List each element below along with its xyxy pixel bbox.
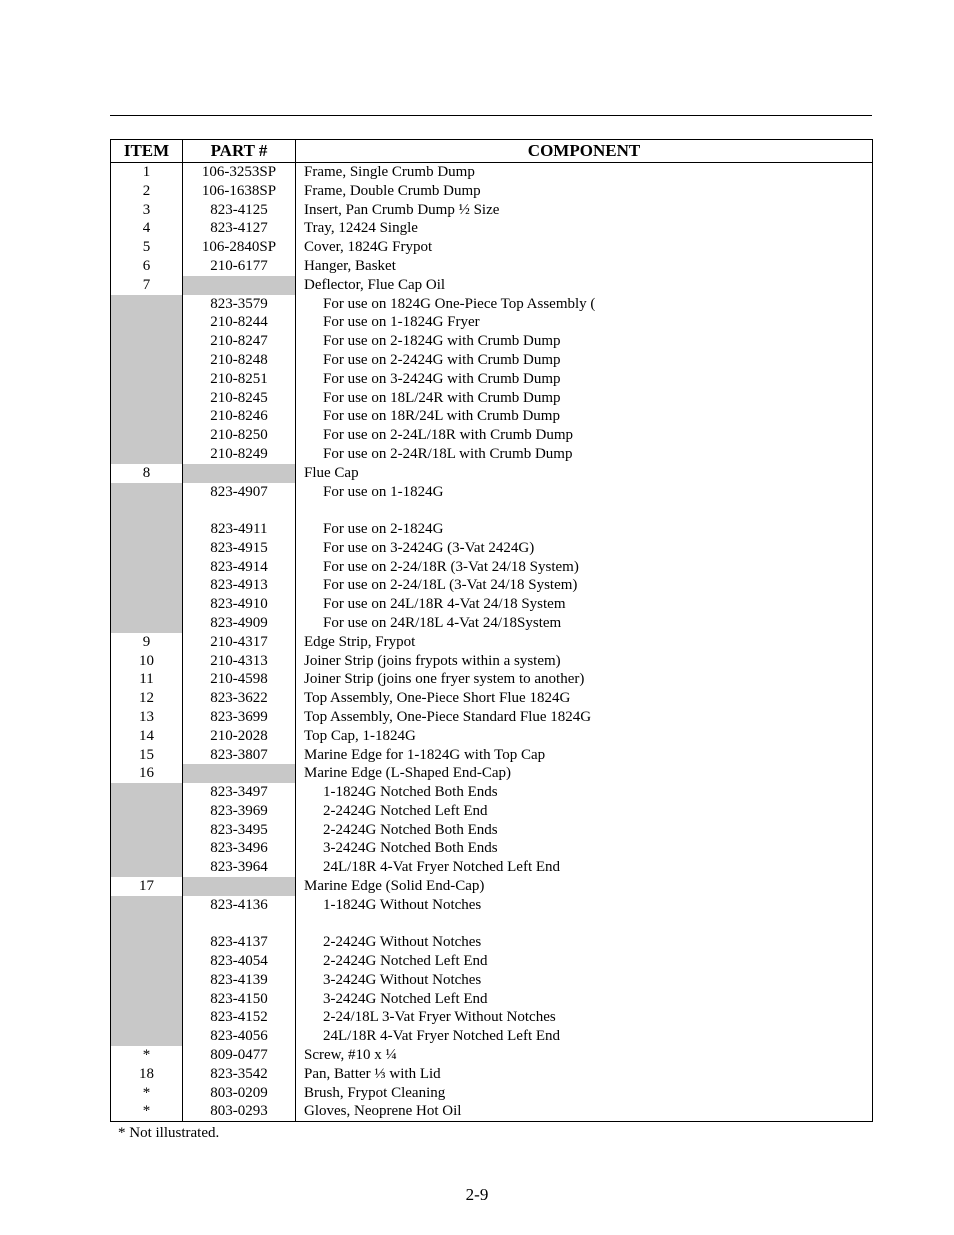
part-number-cell: 823-3964 — [183, 858, 296, 877]
table-row — [111, 351, 873, 370]
part-number-cell: 210-8251 — [183, 370, 296, 389]
component-cell: For use on 1-1824G Fryer — [296, 313, 873, 332]
component-cell: 2-24/18L 3-Vat Fryer Without Notches — [296, 1008, 873, 1027]
table-row — [111, 182, 873, 201]
table-row — [111, 708, 873, 727]
item-cell — [111, 332, 183, 351]
item-cell — [111, 370, 183, 389]
part-number-cell: 823-4915 — [183, 539, 296, 558]
component-cell: 2-2424G Notched Both Ends — [296, 821, 873, 840]
item-cell: 9 — [111, 633, 183, 652]
table-row — [111, 595, 873, 614]
header-component: COMPONENT — [296, 140, 873, 163]
component-cell: Brush, Frypot Cleaning — [296, 1084, 873, 1103]
table-row — [111, 1046, 873, 1065]
item-cell — [111, 501, 183, 520]
table-row — [111, 802, 873, 821]
table-row — [111, 295, 873, 314]
table-row — [111, 746, 873, 765]
part-number-cell: 210-8244 — [183, 313, 296, 332]
item-cell: 13 — [111, 708, 183, 727]
table-row — [111, 445, 873, 464]
part-number-cell: 823-4911 — [183, 520, 296, 539]
component-cell: Hanger, Basket — [296, 257, 873, 276]
part-number-cell: 823-4907 — [183, 483, 296, 502]
item-cell — [111, 614, 183, 633]
item-cell: 1 — [111, 163, 183, 182]
part-number-cell: 210-8250 — [183, 426, 296, 445]
component-cell — [296, 915, 873, 934]
component-cell: For use on 24R/18L 4-Vat 24/18System — [296, 614, 873, 633]
item-cell: 6 — [111, 257, 183, 276]
item-cell — [111, 783, 183, 802]
part-number-cell: 823-3622 — [183, 689, 296, 708]
component-cell: 1-1824G Notched Both Ends — [296, 783, 873, 802]
item-cell: 3 — [111, 201, 183, 220]
item-cell — [111, 351, 183, 370]
table-row — [111, 501, 873, 520]
part-number-cell: 823-4914 — [183, 558, 296, 577]
part-number-cell: 823-3542 — [183, 1065, 296, 1084]
table-row — [111, 407, 873, 426]
part-number-cell: 210-8246 — [183, 407, 296, 426]
component-cell: Insert, Pan Crumb Dump ½ Size — [296, 201, 873, 220]
part-number-cell: 106-3253SP — [183, 163, 296, 182]
part-number-cell: 823-3579 — [183, 295, 296, 314]
table-row — [111, 1102, 873, 1121]
page-number: 2-9 — [465, 1185, 489, 1204]
part-number-cell: 823-4913 — [183, 576, 296, 595]
item-cell — [111, 896, 183, 915]
table-row — [111, 276, 873, 295]
table-row — [111, 483, 873, 502]
part-number-cell — [183, 464, 296, 483]
item-cell — [111, 483, 183, 502]
item-cell — [111, 558, 183, 577]
parts-table — [110, 139, 873, 1122]
table-row — [111, 839, 873, 858]
part-number-cell: 823-4152 — [183, 1008, 296, 1027]
component-cell: 1-1824G Without Notches — [296, 896, 873, 915]
header-rule — [110, 115, 872, 116]
item-cell: 14 — [111, 727, 183, 746]
part-number-cell: 210-6177 — [183, 257, 296, 276]
item-cell — [111, 858, 183, 877]
table-row — [111, 990, 873, 1009]
table-row — [111, 257, 873, 276]
table-row — [111, 238, 873, 257]
table-row — [111, 689, 873, 708]
part-number-cell: 210-4313 — [183, 652, 296, 671]
item-cell — [111, 389, 183, 408]
item-cell — [111, 445, 183, 464]
part-number-cell: 823-3969 — [183, 802, 296, 821]
item-cell — [111, 426, 183, 445]
part-number-cell — [183, 877, 296, 896]
component-cell: Top Cap, 1-1824G — [296, 727, 873, 746]
table-row — [111, 426, 873, 445]
part-number-cell: 823-3497 — [183, 783, 296, 802]
table-row — [111, 877, 873, 896]
component-cell: Marine Edge for 1-1824G with Top Cap — [296, 746, 873, 765]
parts-table-header — [111, 140, 873, 163]
item-cell — [111, 520, 183, 539]
table-row — [111, 952, 873, 971]
item-cell: 8 — [111, 464, 183, 483]
component-cell: For use on 1-1824G — [296, 483, 873, 502]
part-number-cell: 823-3699 — [183, 708, 296, 727]
item-cell — [111, 821, 183, 840]
table-row — [111, 576, 873, 595]
component-cell: 2-2424G Notched Left End — [296, 802, 873, 821]
component-cell: Marine Edge (L-Shaped End-Cap) — [296, 764, 873, 783]
item-cell — [111, 595, 183, 614]
part-number-cell: 823-4150 — [183, 990, 296, 1009]
item-cell — [111, 915, 183, 934]
item-cell — [111, 1027, 183, 1046]
component-cell: Top Assembly, One-Piece Short Flue 1824G — [296, 689, 873, 708]
component-cell — [296, 501, 873, 520]
component-cell: Gloves, Neoprene Hot Oil — [296, 1102, 873, 1121]
component-cell: 2-2424G Without Notches — [296, 933, 873, 952]
item-cell — [111, 952, 183, 971]
component-cell: 3-2424G Notched Left End — [296, 990, 873, 1009]
part-number-cell: 823-4136 — [183, 896, 296, 915]
item-cell: 5 — [111, 238, 183, 257]
part-number-cell: 823-3807 — [183, 746, 296, 765]
table-row — [111, 163, 873, 182]
component-cell: For use on 2-1824G with Crumb Dump — [296, 332, 873, 351]
item-cell — [111, 313, 183, 332]
item-cell: 10 — [111, 652, 183, 671]
component-cell: For use on 2-24/18L (3-Vat 24/18 System) — [296, 576, 873, 595]
part-number-cell: 803-0293 — [183, 1102, 296, 1121]
part-number-cell — [183, 501, 296, 520]
item-cell: 16 — [111, 764, 183, 783]
table-row — [111, 652, 873, 671]
table-row — [111, 670, 873, 689]
component-cell: For use on 18L/24R with Crumb Dump — [296, 389, 873, 408]
table-row — [111, 389, 873, 408]
table-row — [111, 896, 873, 915]
component-cell: For use on 2-24/18R (3-Vat 24/18 System) — [296, 558, 873, 577]
part-number-cell: 823-4910 — [183, 595, 296, 614]
item-cell — [111, 839, 183, 858]
table-row — [111, 783, 873, 802]
item-cell: * — [111, 1084, 183, 1103]
component-cell: 24L/18R 4-Vat Fryer Notched Left End — [296, 858, 873, 877]
item-cell: * — [111, 1102, 183, 1121]
table-row — [111, 764, 873, 783]
item-cell — [111, 295, 183, 314]
component-cell: For use on 3-2424G (3-Vat 2424G) — [296, 539, 873, 558]
part-number-cell: 803-0209 — [183, 1084, 296, 1103]
part-number-cell: 210-8248 — [183, 351, 296, 370]
component-cell: Top Assembly, One-Piece Standard Flue 1824G — [296, 708, 873, 727]
table-row — [111, 370, 873, 389]
table-row — [111, 1065, 873, 1084]
component-cell: Marine Edge (Solid End-Cap) — [296, 877, 873, 896]
part-number-cell — [183, 276, 296, 295]
table-row — [111, 539, 873, 558]
component-cell: 24L/18R 4-Vat Fryer Notched Left End — [296, 1027, 873, 1046]
part-number-cell: 823-3495 — [183, 821, 296, 840]
item-cell: 12 — [111, 689, 183, 708]
item-cell — [111, 539, 183, 558]
component-cell: For use on 1824G One-Piece Top Assembly ( — [296, 295, 873, 314]
part-number-cell: 823-4054 — [183, 952, 296, 971]
component-cell: Deflector, Flue Cap Oil — [296, 276, 873, 295]
item-cell — [111, 802, 183, 821]
component-cell: Frame, Single Crumb Dump — [296, 163, 873, 182]
component-cell: For use on 2-1824G — [296, 520, 873, 539]
table-row — [111, 219, 873, 238]
table-row — [111, 1084, 873, 1103]
component-cell: Tray, 12424 Single — [296, 219, 873, 238]
header-item: ITEM — [111, 140, 183, 163]
table-row — [111, 858, 873, 877]
component-cell: Pan, Batter ⅓ with Lid — [296, 1065, 873, 1084]
item-cell — [111, 990, 183, 1009]
table-row — [111, 971, 873, 990]
component-cell: For use on 18R/24L with Crumb Dump — [296, 407, 873, 426]
table-row — [111, 821, 873, 840]
part-number-cell: 210-4598 — [183, 670, 296, 689]
item-cell: 17 — [111, 877, 183, 896]
table-row — [111, 332, 873, 351]
header-part-number: PART # — [183, 140, 296, 163]
item-cell: 18 — [111, 1065, 183, 1084]
table-row — [111, 201, 873, 220]
table-row — [111, 464, 873, 483]
component-cell: For use on 24L/18R 4-Vat 24/18 System — [296, 595, 873, 614]
table-row — [111, 727, 873, 746]
part-number-cell: 809-0477 — [183, 1046, 296, 1065]
table-row — [111, 633, 873, 652]
item-cell — [111, 971, 183, 990]
part-number-cell: 823-4137 — [183, 933, 296, 952]
part-number-cell: 210-2028 — [183, 727, 296, 746]
component-cell: For use on 3-2424G with Crumb Dump — [296, 370, 873, 389]
item-cell: * — [111, 1046, 183, 1065]
component-cell: For use on 2-24R/18L with Crumb Dump — [296, 445, 873, 464]
component-cell: For use on 2-24L/18R with Crumb Dump — [296, 426, 873, 445]
component-cell: 3-2424G Notched Both Ends — [296, 839, 873, 858]
component-cell: Flue Cap — [296, 464, 873, 483]
item-cell: 15 — [111, 746, 183, 765]
component-cell: Joiner Strip (joins frypots within a system) — [296, 652, 873, 671]
item-cell — [111, 576, 183, 595]
item-cell — [111, 933, 183, 952]
table-row — [111, 915, 873, 934]
part-number-cell: 210-4317 — [183, 633, 296, 652]
item-cell: 7 — [111, 276, 183, 295]
item-cell: 2 — [111, 182, 183, 201]
part-number-cell: 823-4909 — [183, 614, 296, 633]
component-cell: Cover, 1824G Frypot — [296, 238, 873, 257]
item-cell: 11 — [111, 670, 183, 689]
component-cell: Screw, #10 x ¼ — [296, 1046, 873, 1065]
table-row — [111, 614, 873, 633]
part-number-cell: 106-2840SP — [183, 238, 296, 257]
parts-table-body — [111, 163, 873, 1122]
table-row — [111, 520, 873, 539]
component-cell: Frame, Double Crumb Dump — [296, 182, 873, 201]
part-number-cell: 823-4139 — [183, 971, 296, 990]
component-cell: 2-2424G Notched Left End — [296, 952, 873, 971]
part-number-cell — [183, 915, 296, 934]
component-cell: Joiner Strip (joins one fryer system to another) — [296, 670, 873, 689]
item-cell: 4 — [111, 219, 183, 238]
footnote: * Not illustrated. — [118, 1125, 220, 1141]
table-row — [111, 558, 873, 577]
part-number-cell: 106-1638SP — [183, 182, 296, 201]
part-number-cell — [183, 764, 296, 783]
part-number-cell: 823-3496 — [183, 839, 296, 858]
table-row — [111, 933, 873, 952]
part-number-cell: 823-4056 — [183, 1027, 296, 1046]
item-cell — [111, 407, 183, 426]
component-cell: 3-2424G Without Notches — [296, 971, 873, 990]
component-cell: For use on 2-2424G with Crumb Dump — [296, 351, 873, 370]
part-number-cell: 210-8245 — [183, 389, 296, 408]
table-row — [111, 1027, 873, 1046]
part-number-cell: 823-4127 — [183, 219, 296, 238]
part-number-cell: 823-4125 — [183, 201, 296, 220]
part-number-cell: 210-8247 — [183, 332, 296, 351]
part-number-cell: 210-8249 — [183, 445, 296, 464]
table-row — [111, 313, 873, 332]
item-cell — [111, 1008, 183, 1027]
component-cell: Edge Strip, Frypot — [296, 633, 873, 652]
table-row — [111, 1008, 873, 1027]
